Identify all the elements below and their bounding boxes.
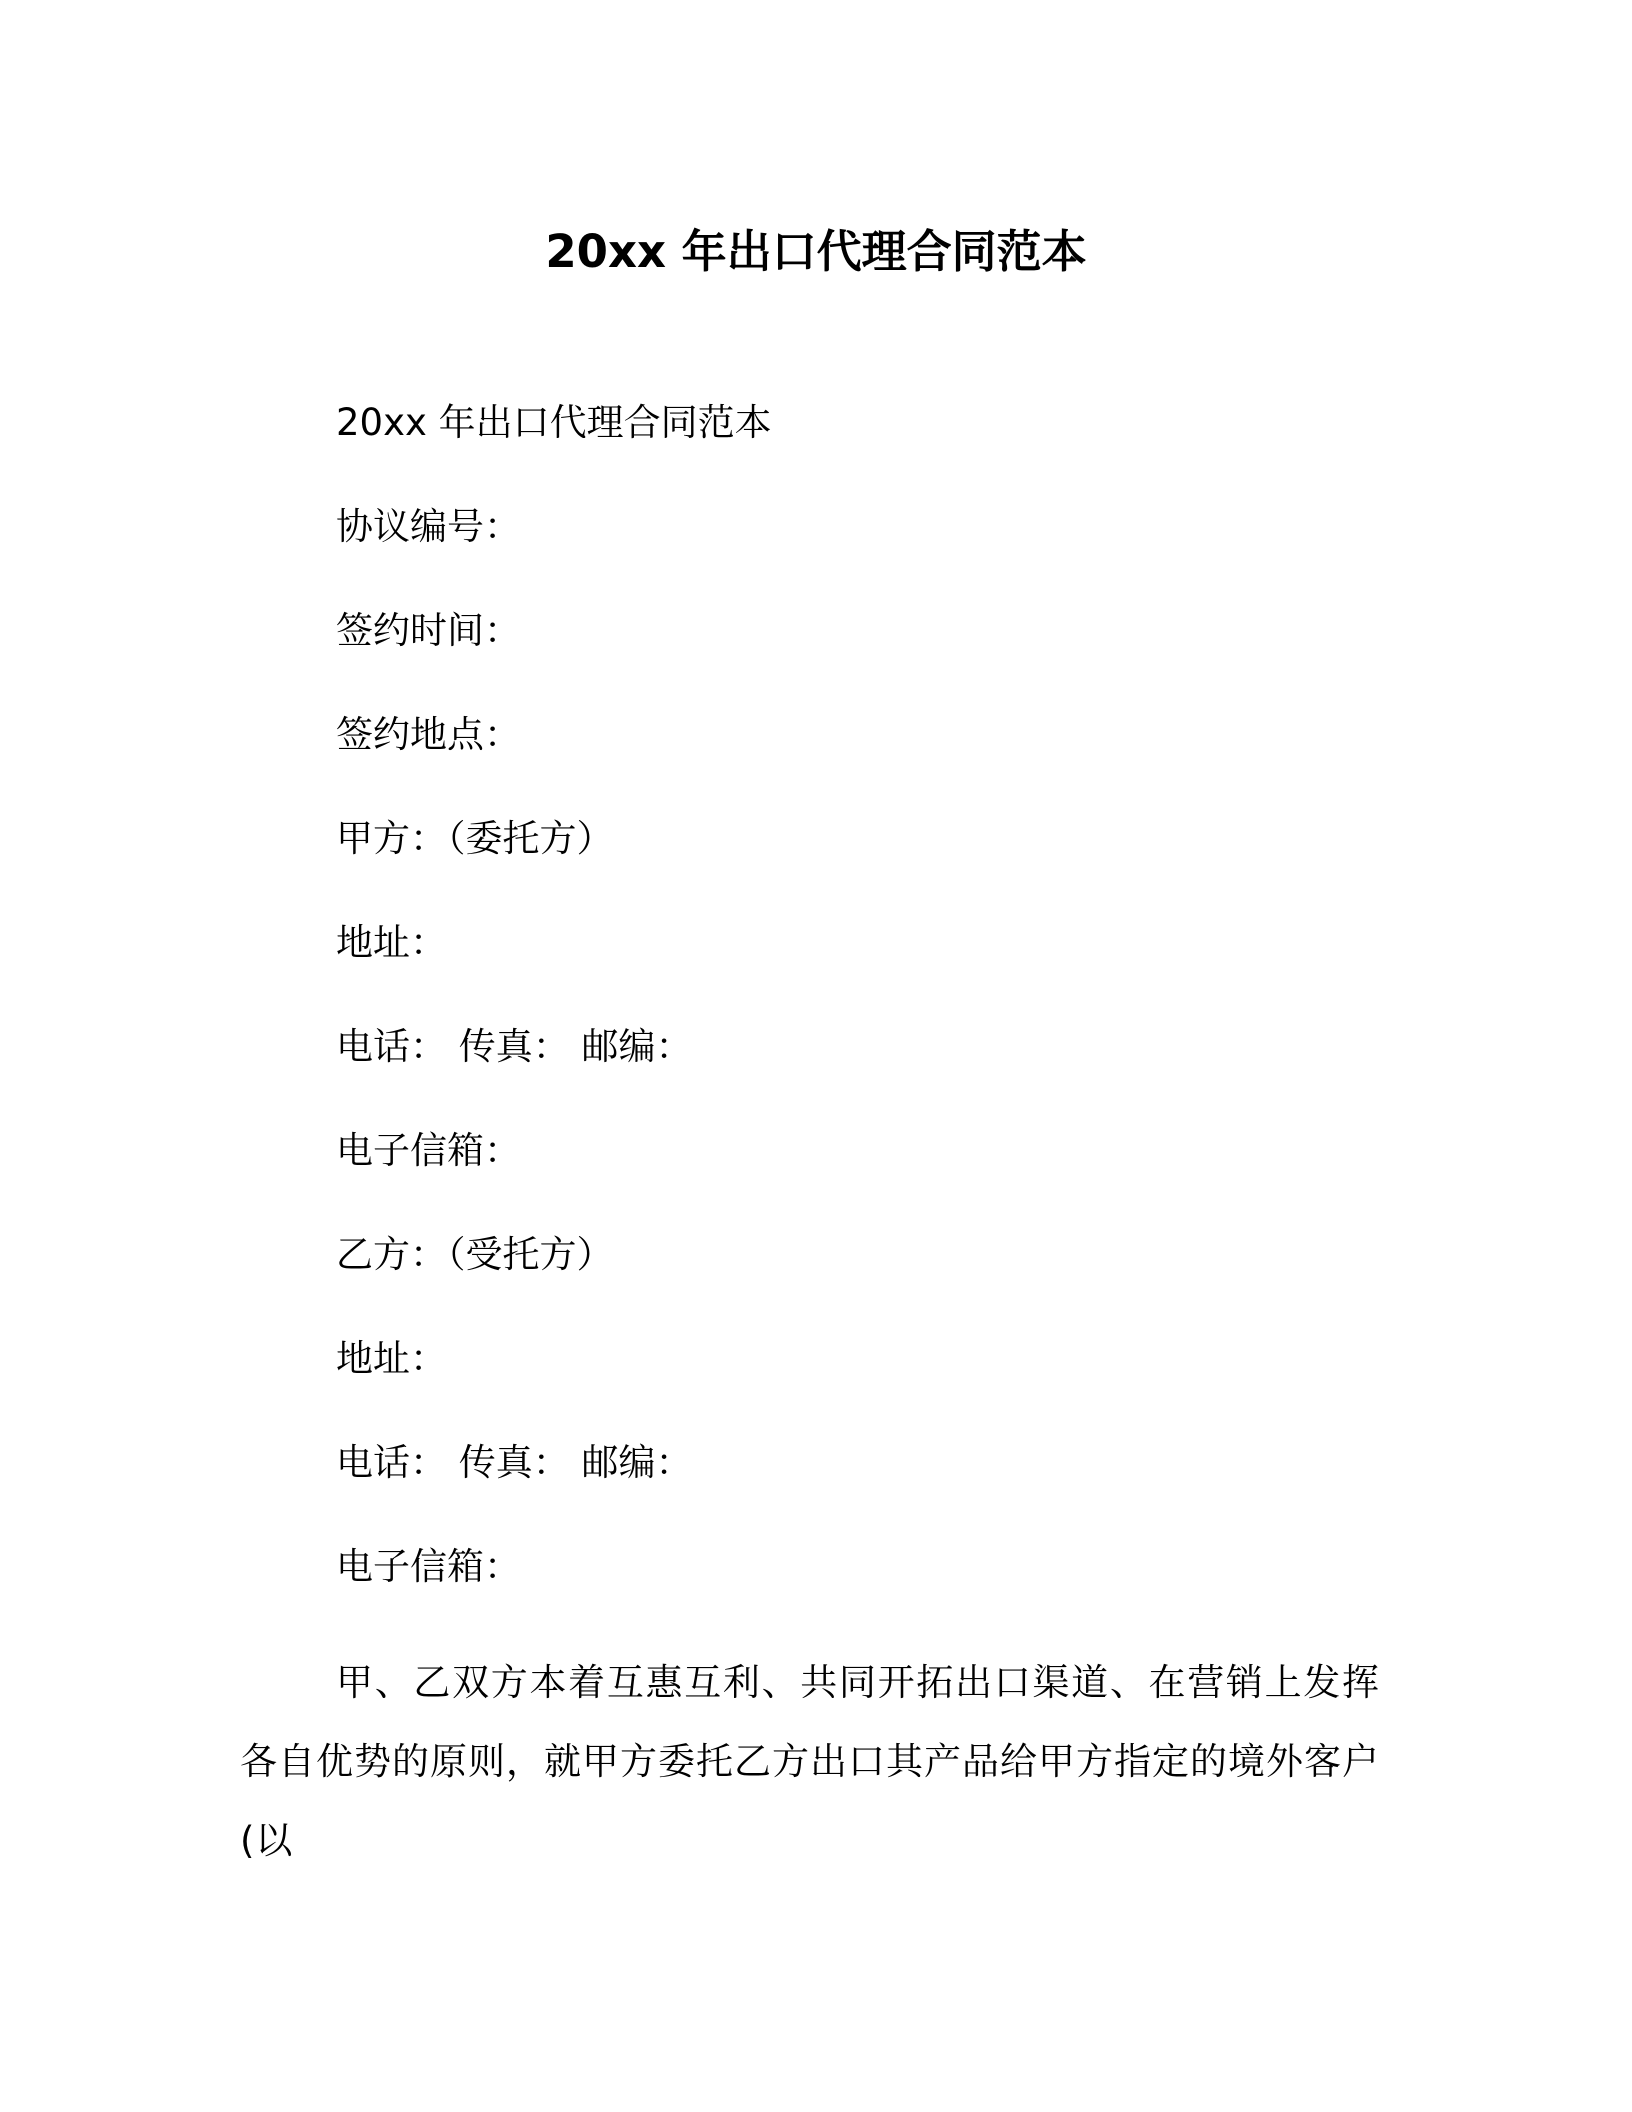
party-a-address-line: 地址： [336, 921, 447, 964]
signing-time-line: 签约时间： [336, 609, 521, 652]
document-title: 20xx 年出口代理合同范本 [545, 225, 1087, 278]
party-b-line: 乙方：（受托方） [336, 1233, 614, 1276]
party-b-contact-line: 电话： 传真： 邮编： [336, 1441, 693, 1484]
signing-place-line: 签约地点： [336, 713, 521, 756]
party-b-email-line: 电子信箱： [336, 1545, 521, 1588]
party-a-contact-line: 电话： 传真： 邮编： [336, 1025, 693, 1068]
subtitle-line: 20xx 年出口代理合同范本 [336, 401, 772, 444]
party-a-email-line: 电子信箱： [336, 1129, 521, 1172]
party-a-line: 甲方：（委托方） [336, 817, 614, 860]
body-paragraph: 甲、乙双方本着互惠互利、共同开拓出口渠道、在营销上发挥各自优势的原则，就甲方委托乙方出口其产品给甲方指定的境外客户(以 [240, 1661, 1380, 1862]
agreement-number-line: 协议编号： [336, 505, 521, 548]
party-b-address-line: 地址： [336, 1337, 447, 1380]
